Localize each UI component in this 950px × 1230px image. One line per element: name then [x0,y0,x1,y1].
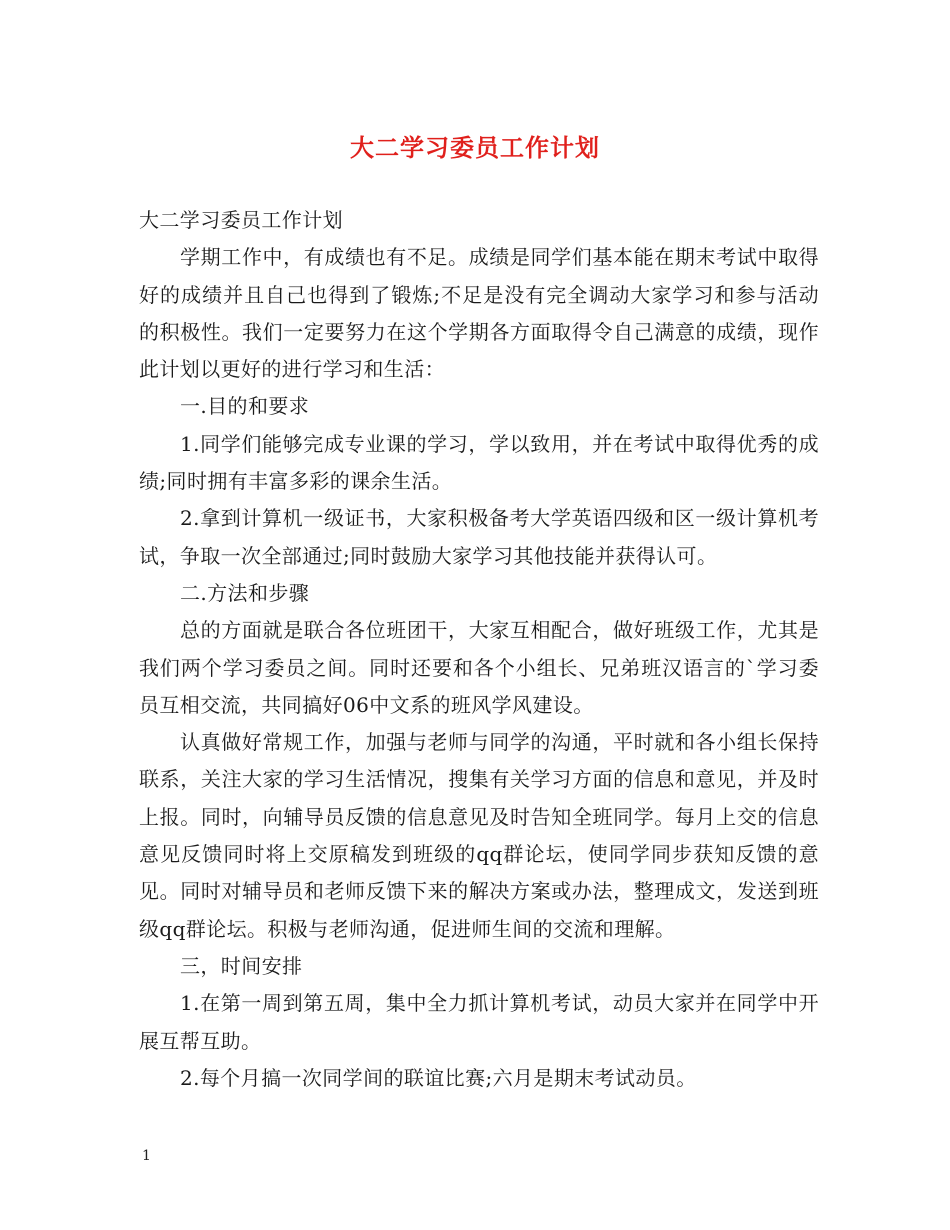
document-body [139,202,819,1097]
section-heading-schedule: 三，时间安排 [180,953,303,978]
paragraph-goal-2: 2.拿到计算机一级证书，大家积极备考大学英语四级和区一级计算机考试，争取一次全部通过;同时鼓励大家学习其他技能并获得认可。 [139,506,819,568]
section-heading-methods: 二.方法和步骤 [180,580,310,605]
paragraph-schedule-1: 1.在第一周到第五周，集中全力抓计算机考试，动员大家并在同学中开展互帮互助。 [139,991,819,1053]
section-heading-goals: 一.目的和要求 [180,394,310,419]
paragraph-goal-1: 1.同学们能够完成专业课的学习，学以致用，并在考试中取得优秀的成绩;同时拥有丰富多彩的课余生活。 [139,431,819,494]
paragraph-methods-2: 认真做好常规工作，加强与老师与同学的沟通，平时就和各小组长保持联系，关注大家的学习生活情况，搜集有关学习方面的信息和意见，并及时上报。同时，向辅导员反馈的信息意见及时告知全班同学。每月上交的信息意见反馈同时将上交原稿发到班级的qq群论坛，使同学同步获知反馈的意见。同时对辅导员和老师反馈下来的解决方案或办法，整理成文，发送到班级qq群论坛。积极与老师沟通，促进师生间的交流和理解。 [139,730,819,941]
paragraph-methods-1: 总的方面就是联合各位班团干，大家互相配合，做好班级工作，尤其是我们两个学习委员之间。同时还要和各个小组长、兄弟班汉语言的`学习委员互相交流，共同搞好06中文系的班风学风建设。 [139,618,819,717]
document-title: 大二学习委员工作计划 [350,133,600,162]
paragraph-schedule-2: 2.每个月搞一次同学间的联谊比赛;六月是期末考试动员。 [180,1065,697,1090]
page-number: 1 [142,1148,151,1164]
paragraph-heading: 大二学习委员工作计划 [139,208,343,232]
paragraph-intro: 学期工作中，有成绩也有不足。成绩是同学们基本能在期末考试中取得好的成绩并且自己也得到了锻炼;不足是没有完全调动大家学习和参与活动的积极性。我们一定要努力在这个学期各方面取得令自己满意的成绩，现作此计划以更好的进行学习和生活： [139,245,819,382]
